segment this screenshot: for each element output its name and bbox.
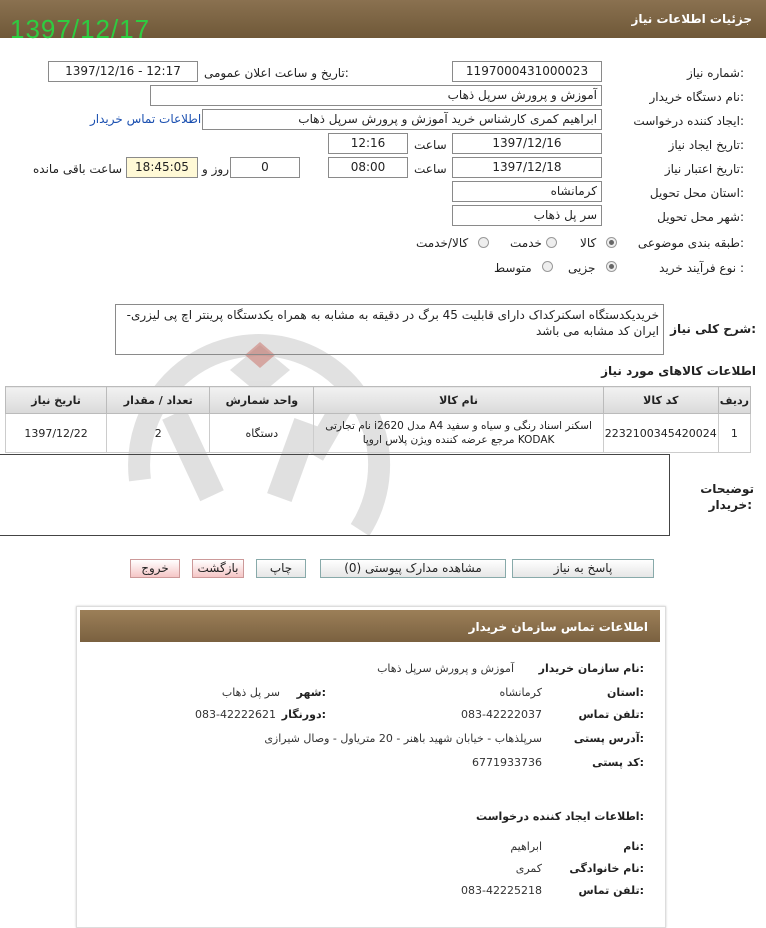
days-field: 0 [230, 157, 300, 178]
validity-time-label: ساعت [414, 162, 447, 176]
category-option-goods: کالا [580, 236, 597, 250]
days-label: روز و [202, 162, 229, 176]
col-header-code: کد کالا [603, 387, 718, 414]
buyer-notes-box [0, 454, 670, 536]
category-option-both: کالا/خدمت [416, 236, 469, 250]
last-name-value: کمری [515, 862, 542, 875]
contact-province-value: کرمانشاه [499, 686, 542, 699]
cell-name-line2: KODAK مرجع عرضه کننده ویژن پلاس اروپا [362, 434, 555, 446]
requester-field: ابراهیم کمری کارشناس خرید آموزش و پرورش سرپل ذهاب [202, 109, 602, 130]
requester-label: ایجاد کننده درخواست: [633, 114, 744, 128]
postal-label: کد پستی: [592, 756, 644, 769]
validity-date-label: تاریخ اعتبار نیاز: [664, 162, 744, 176]
remaining-time-field: 18:45:05 [126, 157, 198, 178]
attachments-button[interactable]: مشاهده مدارک پیوستی (0) [320, 559, 506, 578]
need-number-field: 1197000431000023 [452, 61, 602, 82]
exit-button[interactable]: خروج [130, 559, 180, 578]
contact-fax-value: 083-42222621 [195, 708, 276, 721]
cell-name [314, 414, 603, 453]
validity-date-field: 1397/12/18 [452, 157, 602, 178]
creator-phone-label: تلفن تماس: [578, 884, 644, 897]
contact-card-header [80, 610, 660, 642]
contact-phone-value: 083-42222037 [461, 708, 542, 721]
items-section-title: اطلاعات کالاهای مورد نیاز [601, 364, 756, 378]
need-number-label: شماره نیاز: [686, 66, 744, 80]
buyer-org-field: آموزش و پرورش سرپل ذهاب [150, 85, 602, 106]
reply-button[interactable]: پاسخ به نیاز [512, 559, 654, 578]
process-label: نوع فرآیند خرید : [659, 261, 744, 275]
cell-date: 1397/12/22 [6, 414, 107, 453]
page-title: جزئیات اطلاعات نیاز [631, 12, 752, 26]
validity-time-field: 08:00 [328, 157, 408, 178]
contact-city-label: شهر: [296, 686, 326, 699]
table-row [6, 414, 751, 453]
buyer-notes-label-1: توضیحات [700, 482, 754, 496]
col-header-name: نام کالا [314, 387, 603, 414]
contact-info-link[interactable]: اطلاعات تماس خریدار [90, 112, 202, 126]
contact-province-label: استان: [606, 686, 644, 699]
last-name-label: نام خانوادگی: [569, 862, 644, 875]
process-option-minor: جزیی [568, 261, 596, 275]
description-label: شرح کلی نیاز: [670, 322, 756, 336]
created-time-field: 12:16 [328, 133, 408, 154]
process-radio-medium[interactable] [542, 261, 553, 272]
description-textarea: خریدیکدستگاه اسکنرکداک دارای قابلیت 45 برگ در دقیقه به مشابه به همراه یکدستگاه پرینتر اچ پی لیزری- ایران کد مشابه می باشد [115, 304, 664, 355]
province-label: استان محل تحویل: [649, 186, 744, 200]
creator-phone-value: 083-42225218 [461, 884, 542, 897]
created-date-label: تاریخ ایجاد نیاز: [668, 138, 744, 152]
postal-value: 6771933736 [472, 756, 542, 769]
address-value: سرپلذهاب - خیابان شهید باهنر - 20 متریاول - وصال شیرازی [264, 732, 542, 745]
cell-code: 2232100345420024 [603, 414, 718, 453]
col-header-qty: تعداد / مقدار [107, 387, 210, 414]
process-option-medium: متوسط [494, 261, 532, 275]
contact-card [76, 606, 666, 928]
cell-name-line1: اسکنر اسناد رنگی و سیاه و سفید A4 مدل i2620 نام تجارتی [325, 420, 592, 432]
cell-unit: دستگاه [210, 414, 314, 453]
col-header-date: تاریخ نیاز [6, 387, 107, 414]
org-value: آموزش و پرورش سرپل ذهاب [377, 662, 514, 675]
category-radio-service[interactable] [546, 237, 557, 248]
cell-qty: 2 [107, 414, 210, 453]
contact-card-title: اطلاعات تماس سازمان خریدار [468, 620, 648, 634]
contact-phone-label: تلفن تماس: [578, 708, 644, 721]
category-label: طبقه بندی موضوعی: [637, 236, 744, 250]
org-label: نام سازمان خریدار: [538, 662, 644, 675]
address-label: آدرس پستی: [573, 732, 644, 745]
date-stamp: 1397/12/17 [10, 14, 151, 44]
creator-section-title: اطلاعات ایجاد کننده درخواست: [476, 810, 644, 823]
first-name-value: ابراهیم [510, 840, 542, 853]
category-option-service: خدمت [510, 236, 542, 250]
items-table [5, 386, 751, 453]
print-button[interactable]: چاپ [256, 559, 306, 578]
col-header-unit: واحد شمارش [210, 387, 314, 414]
remaining-label: ساعت باقی مانده [33, 162, 123, 176]
cell-row: 1 [718, 414, 750, 453]
province-field: کرمانشاه [452, 181, 602, 202]
created-date-field: 1397/12/16 [452, 133, 602, 154]
first-name-label: نام: [623, 840, 644, 853]
contact-city-value: سر پل ذهاب [221, 686, 280, 699]
created-time-label: ساعت [414, 138, 447, 152]
contact-fax-label: دورنگار: [281, 708, 326, 721]
buyer-org-label: نام دستگاه خریدار: [649, 90, 744, 104]
category-radio-goods[interactable] [606, 237, 617, 248]
announce-label: تاریخ و ساعت اعلان عمومی: [204, 66, 349, 80]
announce-field: 1397/12/16 - 12:17 [48, 61, 198, 82]
city-label: شهر محل تحویل: [657, 210, 744, 224]
process-radio-minor[interactable] [606, 261, 617, 272]
col-header-row: ردیف [718, 387, 750, 414]
city-field: سر پل ذهاب [452, 205, 602, 226]
back-button[interactable]: بازگشت [192, 559, 244, 578]
buyer-notes-label-2: خریدار: [708, 498, 752, 512]
category-radio-both[interactable] [478, 237, 489, 248]
